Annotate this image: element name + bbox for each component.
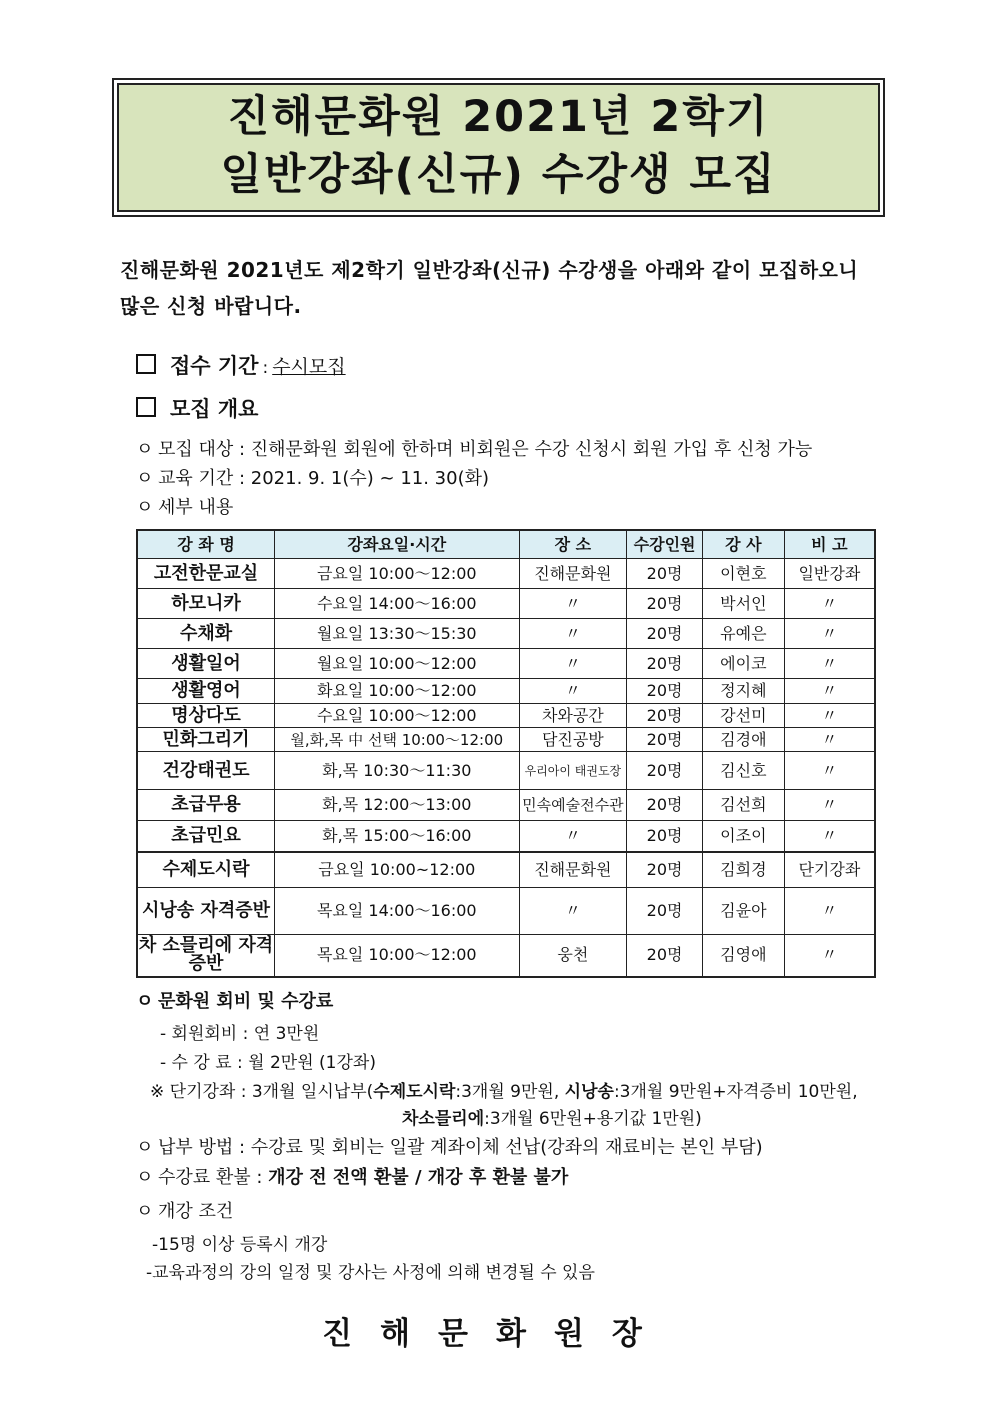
table-row	[137, 790, 875, 821]
course-time: 화,목 15:00～16:00	[275, 821, 519, 852]
course-place: 〃	[519, 649, 627, 679]
overview-section	[136, 393, 258, 423]
short-course-fee	[150, 1077, 858, 1102]
course-note: 〃	[784, 619, 875, 649]
fees-heading-line	[136, 987, 333, 1013]
course-instructor: 박서인	[702, 589, 784, 619]
course-place: 웅천	[519, 935, 627, 977]
bullet-icon: ㅇ	[136, 991, 154, 1012]
course-place: 담진공방	[519, 728, 627, 752]
intro-paragraph: 진해문화원 2021년도 제2학기 일반강좌(신규) 수강생을 아래와 같이 모집하오니 많은 신청 바랍니다.	[120, 258, 859, 318]
short-c-text: :3개월 6만원+용기값 1만원)	[484, 1109, 702, 1129]
course-note: 〃	[784, 821, 875, 852]
table-row	[137, 619, 875, 649]
course-name: 수제도시락	[137, 852, 275, 888]
opening-line	[136, 1197, 233, 1223]
course-table	[136, 529, 876, 978]
table-row	[137, 935, 875, 977]
bullet-icon: ㅇ	[136, 468, 154, 489]
course-note: 〃	[784, 589, 875, 619]
membership-fee: - 회원회비 : 연 3만원	[160, 1024, 320, 1044]
table-row	[137, 704, 875, 728]
course-place: 민속예술전수관	[519, 790, 627, 821]
table-row	[137, 679, 875, 704]
course-instructor: 이현호	[702, 559, 784, 589]
course-capacity: 20명	[627, 704, 703, 728]
page-title-line1: 진해문화원 2021년 2학기	[227, 92, 770, 142]
course-name: 생활일어	[137, 649, 275, 679]
header-instructor: 강 사	[702, 530, 784, 559]
reception-section	[136, 350, 346, 380]
short-b-text: :3개월 9만원+자격증비 10만원,	[613, 1082, 858, 1102]
short-b-name: 시낭송	[564, 1082, 614, 1102]
course-note: 〃	[784, 752, 875, 790]
page-title-line2: 일반강좌(신규) 수강생 모집	[220, 150, 777, 200]
course-instructor: 에이코	[702, 649, 784, 679]
course-time: 월요일 10:00～12:00	[275, 649, 519, 679]
overview-label: 모집 개요	[170, 397, 259, 421]
course-name: 초급무용	[137, 790, 275, 821]
course-name: 차 소믈리에 자격증반	[137, 935, 275, 977]
course-instructor: 이조이	[702, 821, 784, 852]
course-place: 진해문화원	[519, 852, 627, 888]
course-place: 〃	[519, 589, 627, 619]
bullet-icon: ㅇ	[136, 1201, 154, 1222]
short-c-name: 차소믈리에	[402, 1109, 485, 1129]
course-note: 〃	[784, 649, 875, 679]
course-note: 〃	[784, 704, 875, 728]
table-row	[137, 649, 875, 679]
course-instructor: 강선미	[702, 704, 784, 728]
reception-label: 접수 기간	[170, 354, 259, 378]
table-row	[137, 559, 875, 589]
table-row	[137, 728, 875, 752]
course-place: 진해문화원	[519, 559, 627, 589]
payment-line	[136, 1133, 763, 1159]
course-name: 시낭송 자격증반	[137, 888, 275, 935]
course-capacity: 20명	[627, 559, 703, 589]
course-time: 화,목 10:30～11:30	[275, 752, 519, 790]
course-name: 건강태권도	[137, 752, 275, 790]
short-prefix: ※ 단기강좌 : 3개월 일시납부(	[150, 1082, 374, 1102]
course-time: 목요일 10:00～12:00	[275, 935, 519, 977]
course-time: 수요일 14:00～16:00	[275, 589, 519, 619]
refund-line	[136, 1163, 568, 1189]
course-capacity: 20명	[627, 790, 703, 821]
course-capacity: 20명	[627, 852, 703, 888]
table-header-row	[137, 530, 875, 559]
course-capacity: 20명	[627, 649, 703, 679]
refund-value: 개강 전 전액 환불 / 개강 후 환불 불가	[268, 1167, 569, 1188]
course-place: 차와공간	[519, 704, 627, 728]
course-note: 〃	[784, 888, 875, 935]
opening-cond1: -15명 이상 등록시 개강	[152, 1235, 328, 1255]
course-instructor: 유예은	[702, 619, 784, 649]
course-note: 〃	[784, 728, 875, 752]
title-banner	[112, 78, 885, 217]
course-instructor: 정지혜	[702, 679, 784, 704]
header-course: 강 좌 명	[137, 530, 275, 559]
course-time: 금요일 10:00～12:00	[275, 559, 519, 589]
course-instructor: 김윤아	[702, 888, 784, 935]
course-place: 〃	[519, 888, 627, 935]
course-capacity: 20명	[627, 888, 703, 935]
course-time: 월,화,목 中 선택 10:00～12:00	[275, 728, 519, 752]
tuition-fee: - 수 강 료 : 월 2만원 (1강좌)	[160, 1053, 376, 1073]
course-instructor: 김선희	[702, 790, 784, 821]
course-time: 금요일 10:00~12:00	[275, 852, 519, 888]
course-place: 〃	[519, 821, 627, 852]
course-capacity: 20명	[627, 589, 703, 619]
short-course-fee-cont	[402, 1104, 702, 1129]
details-line	[136, 493, 233, 519]
course-capacity: 20명	[627, 728, 703, 752]
checkbox-square-icon	[136, 397, 156, 417]
course-name: 초급민요	[137, 821, 275, 852]
reception-sep: :	[262, 358, 269, 378]
opening-cond2: -교육과정의 강의 일정 및 강사는 사정에 의해 변경될 수 있음	[146, 1263, 595, 1283]
course-instructor: 김희경	[702, 852, 784, 888]
bullet-icon: ㅇ	[136, 497, 154, 518]
course-name: 하모니카	[137, 589, 275, 619]
table-row	[137, 852, 875, 888]
period-line	[136, 464, 489, 490]
course-time: 화,목 12:00～13:00	[275, 790, 519, 821]
course-place: 우리아이 태권도장	[519, 752, 627, 790]
course-name: 명상다도	[137, 704, 275, 728]
course-capacity: 20명	[627, 935, 703, 977]
course-note: 일반강좌	[784, 559, 875, 589]
opening-heading: 개강 조건	[158, 1201, 234, 1222]
bullet-icon: ㅇ	[136, 439, 154, 460]
header-time: 강좌요일·시간	[275, 530, 519, 559]
details-text: 세부 내용	[158, 497, 234, 518]
course-time: 월요일 13:30～15:30	[275, 619, 519, 649]
course-instructor: 김영애	[702, 935, 784, 977]
course-time: 화요일 10:00～12:00	[275, 679, 519, 704]
bullet-icon: ㅇ	[136, 1167, 154, 1188]
course-name: 수채화	[137, 619, 275, 649]
course-place: 〃	[519, 619, 627, 649]
course-note: 〃	[784, 790, 875, 821]
course-instructor: 김신호	[702, 752, 784, 790]
bullet-icon: ㅇ	[136, 1137, 154, 1158]
course-capacity: 20명	[627, 619, 703, 649]
course-name: 민화그리기	[137, 728, 275, 752]
reception-value: 수시모집	[272, 356, 346, 378]
header-place: 장 소	[519, 530, 627, 559]
course-capacity: 20명	[627, 679, 703, 704]
course-note: 〃	[784, 935, 875, 977]
checkbox-square-icon	[136, 354, 156, 374]
short-a-name: 수제도시락	[373, 1082, 456, 1102]
short-a-text: :3개월 9만원,	[455, 1082, 565, 1102]
fees-heading: 문화원 회비 및 수강료	[158, 991, 334, 1012]
target-line	[136, 435, 812, 461]
course-name: 고전한문교실	[137, 559, 275, 589]
target-text: 모집 대상 : 진해문화원 회원에 한하며 비회원은 수강 신청시 회원 가입 후 신청 가능	[158, 439, 813, 460]
header-capacity: 수강인원	[627, 530, 703, 559]
payment-text: 납부 방법 : 수강료 및 회비는 일괄 계좌이체 선납(강좌의 재료비는 본인 부담)	[158, 1137, 763, 1158]
course-note: 단기강좌	[784, 852, 875, 888]
course-instructor: 김경애	[702, 728, 784, 752]
course-capacity: 20명	[627, 821, 703, 852]
refund-label: 수강료 환불 :	[158, 1167, 269, 1188]
course-time: 목요일 14:00～16:00	[275, 888, 519, 935]
table-row	[137, 821, 875, 852]
course-time: 수요일 10:00～12:00	[275, 704, 519, 728]
table-row	[137, 589, 875, 619]
course-capacity: 20명	[627, 752, 703, 790]
course-name: 생활영어	[137, 679, 275, 704]
course-note: 〃	[784, 679, 875, 704]
table-row	[137, 752, 875, 790]
period-text: 교육 기간 : 2021. 9. 1(수) ~ 11. 30(화)	[158, 468, 490, 489]
course-place: 〃	[519, 679, 627, 704]
table-row	[137, 888, 875, 935]
signature: 진해문화원장	[322, 1316, 670, 1352]
header-note: 비 고	[784, 530, 875, 559]
